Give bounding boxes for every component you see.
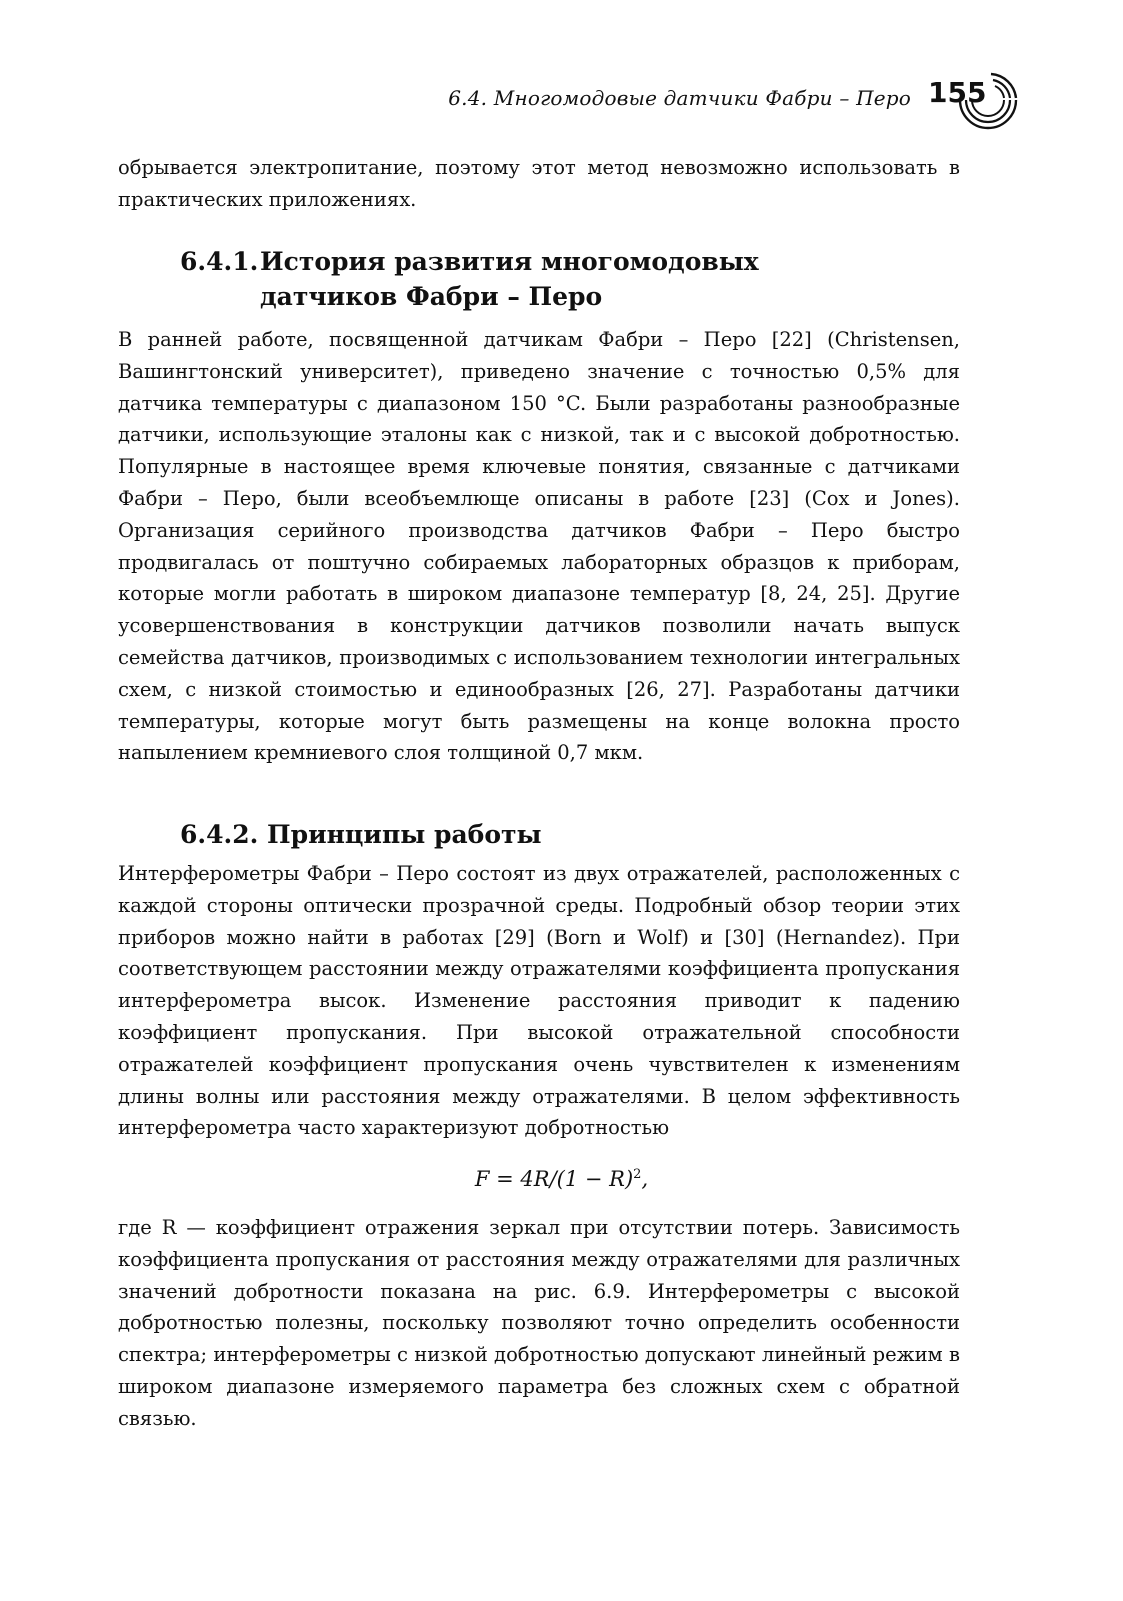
- section-6-4-2-body-after-formula: [118, 1212, 960, 1435]
- formula-exponent: 2: [633, 1167, 642, 1182]
- paragraph-text: В ранней работе, посвященной датчикам Фабри – Перо [22] (Christensen, Вашингтонский университет), приведено значение с точностью 0,5% для датчика температуры с диапазоном 150 °C. Были разработаны разнообразные датчики, использующие эталоны как с низкой, так и с высокой добротностью. Популярные в настоящее время ключевые понятия, связанные с датчиками Фабри – Перо, были всеобъемлюще описаны в работе [23] (Cox и Jones). Организация серийного производства датчиков Фабри – Перо быстро продвигалась от поштучно собираемых лабораторных образцов к приборам, которые могли работать в широком диапазоне температур [8, 24, 25]. Другие усовершенствования в конструкции датчиков позволили начать выпуск семейства датчиков, производимых с использованием технологии интегральных схем, с низкой стоимостью и единообразных [26, 27]. Разработаны датчики температуры, которые могут быть размещены на конце волокна просто напылением кремниевого слоя толщиной 0,7 мкм.: [118, 328, 960, 765]
- section-heading-6-4-1: [180, 244, 759, 314]
- intro-paragraph: [118, 152, 960, 216]
- formula-main: F = 4R/(1 − R): [474, 1167, 634, 1191]
- formula-tail: ,: [641, 1167, 649, 1191]
- section-number: 6.4.1.: [180, 247, 259, 276]
- paragraph-text: Интерферометры Фабри – Перо состоят из двух отражателей, расположенных с каждой стороны оптически прозрачной среды. Подробный обзор теории этих приборов можно найти в работах [29] (Born и Wolf) и [30] (Hernandez). При соответствующем расстоянии между отражателями коэффициента пропускания интерферометра высок. Изменение расстояния приводит к падению коэффициент пропускания. При высокой отражательной способности отражателей коэффициент пропускания очень чувствителен к изменениям длины волны или расстояния между отражателями. В целом эффективность интерферометра часто характеризуют добротностью: [118, 862, 960, 1140]
- finesse-formula: [0, 1167, 1123, 1191]
- paragraph-text: где R — коэффициент отражения зеркал при отсутствии потерь. Зависимость коэффициента пропускания от расстояния между отражателями для различных значений добротности показана на рис. 6.9. Интерферометры с высокой добротностью полезны, поскольку позволяют точно определить особенности спектра; интерферометры с низкой добротностью допускают линейный режим в широком диапазоне измеряемого параметра без сложных схем с обратной связью.: [118, 1216, 960, 1430]
- section-title-line2: датчиков Фабри – Перо: [260, 282, 603, 311]
- page-number: 155: [928, 76, 987, 109]
- section-title-line1: История развития многомодовых: [260, 247, 759, 276]
- section-6-4-2-body: [118, 858, 960, 1144]
- paragraph-text: обрывается электропитание, поэтому этот метод невозможно использовать в практических приложениях.: [118, 156, 960, 211]
- section-6-4-1-body: [118, 324, 960, 769]
- running-head: 6.4. Многомодовые датчики Фабри – Перо: [448, 86, 911, 110]
- concentric-arcs-icon: [958, 70, 1020, 130]
- section-heading-6-4-2: 6.4.2. Принципы работы: [180, 820, 542, 849]
